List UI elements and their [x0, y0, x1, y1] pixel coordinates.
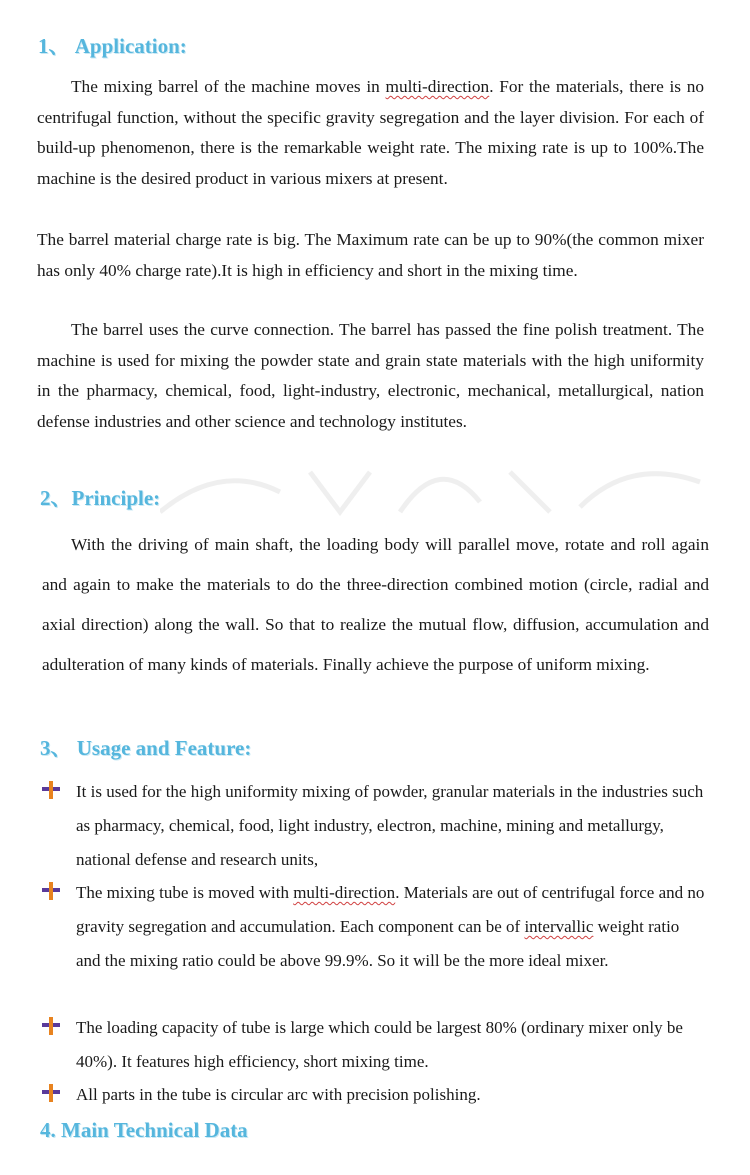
feature-2-text-a: The mixing tube is moved with: [76, 883, 294, 902]
application-paragraph-2: The barrel material charge rate is big. The Maximum rate can be up to 90%(the common mixer has only 40% charge rate).It is high in efficiency and short in the mixing time.: [37, 230, 704, 280]
section-heading-application: 1、 Application:: [38, 34, 187, 58]
plus-bullet-icon: [41, 1083, 61, 1103]
application-paragraph-1: [37, 72, 704, 194]
plus-bullet-icon: [41, 780, 61, 800]
application-paragraph-3: The barrel uses the curve connection. The barrel has passed the fine polish treatment. The machine is used for mixing the powder state and grain state materials with the high uniformity in the pharmacy, chemical, food, light-industry, electronic, mechanical, metallurgical, nation defense industries and other science and technology institutes.: [37, 320, 704, 431]
feature-item-3: The loading capacity of tube is large which could be largest 80% (ordinary mixer only be 40%). It features high efficiency, short mixing time.: [76, 1018, 683, 1071]
feature-item-4: All parts in the tube is circular arc with precision polishing.: [76, 1085, 481, 1104]
section-heading-technical-data: 4. Main Technical Data: [40, 1118, 248, 1142]
spellcheck-word: intervallic: [524, 917, 594, 936]
background-watermark: [160, 452, 720, 522]
feature-item-1: It is used for the high uniformity mixing of powder, granular materials in the industries such as pharmacy, chemical, food, light industry, electron, machine, mining and metallurgy, national defense and research units,: [76, 782, 704, 869]
plus-bullet-icon: [41, 881, 61, 901]
section-heading-principle: 2、Principle:: [40, 486, 161, 510]
principle-paragraph: With the driving of main shaft, the loading body will parallel move, rotate and roll again and again to make the materials to do the three-direction combined motion (circle, radial and axial direction) along the wall. So that to realize the mutual flow, diffusion, accumulation and adulteration of many kinds of materials. Finally achieve the purpose of uniform mixing.: [42, 535, 709, 674]
feature-2-text-c: weight ratio and the mixing ratio could be above 99.9%. So it will be the more ideal mixer.: [76, 917, 680, 970]
spellcheck-word: multi-direction: [385, 77, 490, 96]
spellcheck-word: multi-direction: [293, 883, 396, 902]
application-text-b: . For the materials, there is no centrifugal function, without the specific gravity segregation and the layer division. For each of build-up phenomenon, there is the remarkable weight rate. The mixing rate is up to 100%.The machine is the desired product in various mixers at present.: [37, 77, 704, 188]
plus-bullet-icon: [41, 1016, 61, 1036]
feature-item-2: [76, 876, 706, 978]
feature-2-text-b: . Materials are out of centrifugal force and no gravity segregation and accumulation. Each component can be of: [76, 883, 705, 936]
application-text-a: The mixing barrel of the machine moves in: [71, 77, 386, 96]
section-heading-usage: 3、 Usage and Feature:: [40, 736, 252, 760]
